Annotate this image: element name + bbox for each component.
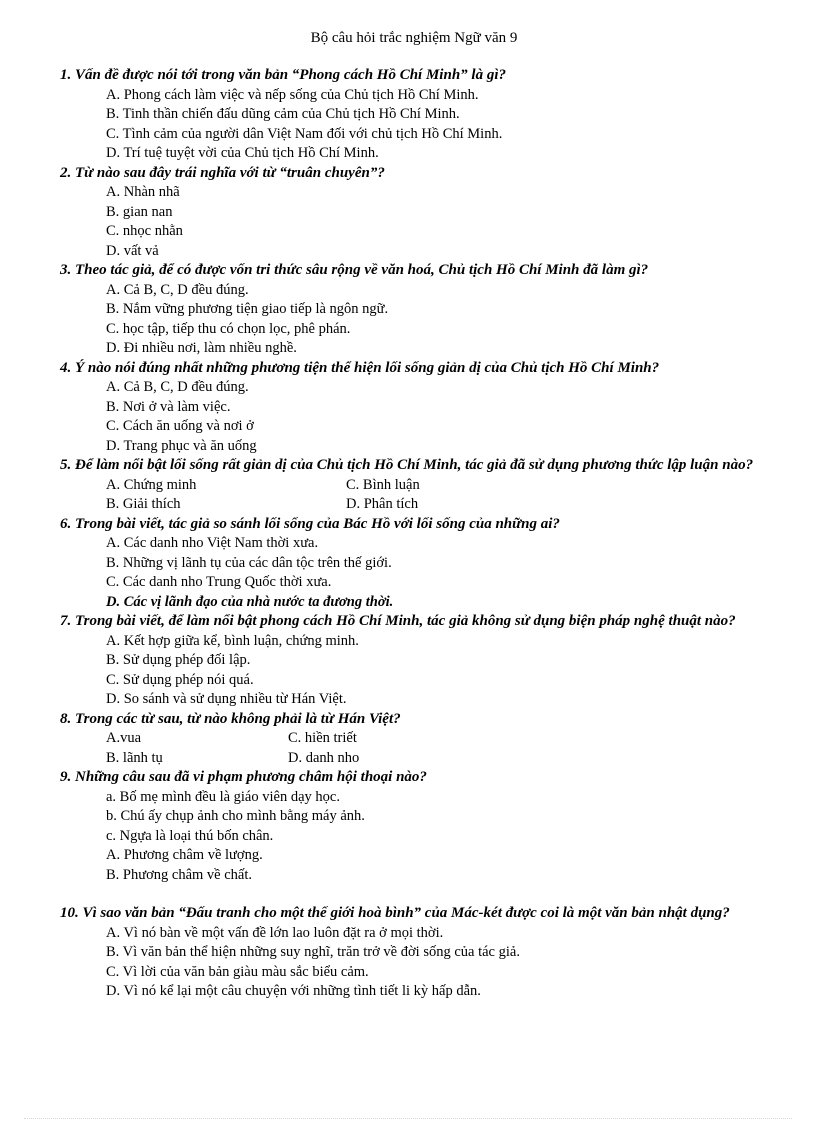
q4-option-a: A. Cả B, C, D đều đúng. <box>106 379 249 395</box>
q7-option-d: D. So sánh và sử dụng nhiều từ Hán Việt. <box>106 691 347 707</box>
q1-option-c: C. Tình cảm của người dân Việt Nam đối với chủ tịch Hồ Chí Minh. <box>106 125 503 142</box>
q9-sentence-b: b. Chú ấy chụp ảnh cho mình bằng máy ảnh. <box>106 808 365 824</box>
question-list <box>60 66 770 1002</box>
q2-option-d: D. vất vả <box>106 242 159 259</box>
q1-option-a: A. Phong cách làm việc và nếp sống của Chủ tịch Hồ Chí Minh. <box>106 86 479 103</box>
q4-option-b: B. Nơi ở và làm việc. <box>106 398 231 415</box>
q5-option-b: B. Giải thích <box>106 496 181 512</box>
q8-option-c: C. hiền triết <box>288 730 357 746</box>
q4-option-c: C. Cách ăn uống và nơi ở <box>106 418 254 434</box>
question-5: 5. Để làm nổi bật lối sống rất giản dị của Chủ tịch Hồ Chí Minh, tác giả đã sử dụng phương thức lập luận nào? <box>60 457 754 473</box>
q6-option-b: B. Những vị lãnh tụ của các dân tộc trên thế giới. <box>106 554 392 571</box>
question-2: 2. Từ nào sau đây trái nghĩa với từ “truân chuyên”? <box>60 164 385 181</box>
question-8: 8. Trong các từ sau, từ nào không phải là từ Hán Việt? <box>60 710 401 727</box>
spacer <box>60 885 770 904</box>
q9-sentence-c: c. Ngựa là loại thú bốn chân. <box>106 827 274 844</box>
page-bottom-divider <box>24 1118 792 1119</box>
q9-sentence-a: a. Bố mẹ mình đều là giáo viên dạy học. <box>106 788 340 805</box>
question-9: 9. Những câu sau đã vi phạm phương châm hội thoại nào? <box>60 769 427 785</box>
page-title: Bộ câu hỏi trắc nghiệm Ngữ văn 9 <box>310 30 518 46</box>
question-4: 4. Ý nào nói đúng nhất những phương tiện thể hiện lối sống giản dị của Chủ tịch Hồ Chí Minh? <box>60 359 660 376</box>
q9-option-b: B. Phương châm về chất. <box>106 866 252 883</box>
question-6: 6. Trong bài viết, tác giả so sánh lối sống của Bác Hồ với lối sống của những ai? <box>60 515 560 532</box>
q7-option-b: B. Sử dụng phép đối lập. <box>106 652 251 668</box>
q1-option-d: D. Trí tuệ tuyệt vời của Chủ tịch Hồ Chí Minh. <box>106 145 379 161</box>
q3-option-b: B. Nắm vững phương tiện giao tiếp là ngôn ngữ. <box>106 301 389 317</box>
q3-option-a: A. Cả B, C, D đều đúng. <box>106 281 249 298</box>
q3-option-c: C. học tập, tiếp thu có chọn lọc, phê phán. <box>106 320 351 337</box>
q2-option-c: C. nhọc nhằn <box>106 223 183 239</box>
q8-options-row-1 <box>60 729 770 749</box>
q8-option-b: B. lãnh tụ <box>106 749 163 766</box>
q4-option-d: D. Trang phục và ăn uống <box>106 437 257 454</box>
q6-option-c: C. Các danh nho Trung Quốc thời xưa. <box>106 574 332 590</box>
q10-option-c: C. Vì lời của văn bản giàu màu sắc biểu cảm. <box>106 963 369 980</box>
q6-option-d: D. Các vị lãnh đạo của nhà nước ta đương thời. <box>106 593 394 610</box>
q2-option-a: A. Nhàn nhã <box>106 184 180 200</box>
q10-option-b: B. Vì văn bản thể hiện những suy nghĩ, trăn trở về đời sống của tác giả. <box>106 944 520 960</box>
q5-options-row-1 <box>60 476 770 496</box>
q10-option-d: D. Vì nó kể lại một câu chuyện với những tình tiết li kỳ hấp dẫn. <box>106 983 481 999</box>
q5-option-c: C. Bình luận <box>346 476 420 493</box>
q7-option-c: C. Sử dụng phép nói quá. <box>106 671 254 688</box>
q8-option-d: D. danh nho <box>288 749 360 766</box>
q5-option-a: A. Chứng minh <box>106 476 197 493</box>
q5-options-row-2 <box>60 495 770 515</box>
q7-option-a: A. Kết hợp giữa kể, bình luận, chứng minh. <box>106 632 359 649</box>
q1-option-b: B. Tinh thần chiến đấu dũng cảm của Chủ tịch Hồ Chí Minh. <box>106 106 460 122</box>
q6-option-a: A. Các danh nho Việt Nam thời xưa. <box>106 535 319 551</box>
q10-option-a: A. Vì nó bàn về một vấn đề lớn lao luôn đặt ra ở mọi thời. <box>106 924 444 941</box>
q9-option-a: A. Phương châm về lượng. <box>106 847 263 863</box>
question-1: 1. Vấn đề được nói tới trong văn bản “Phong cách Hồ Chí Minh” là gì? <box>60 67 506 83</box>
q3-option-d: D. Đi nhiều nơi, làm nhiều nghề. <box>106 340 297 356</box>
question-3: 3. Theo tác giả, để có được vốn tri thức sâu rộng về văn hoá, Chủ tịch Hồ Chí Minh đã làm gì? <box>60 262 649 278</box>
q5-option-d: D. Phân tích <box>346 496 419 512</box>
q8-option-a: A.vua <box>106 730 142 746</box>
q2-option-b: B. gian nan <box>106 203 173 220</box>
q8-options-row-2 <box>60 749 770 769</box>
question-7: 7. Trong bài viết, để làm nổi bật phong cách Hồ Chí Minh, tác giả không sử dụng biện pháp nghệ thuật nào? <box>60 613 736 629</box>
question-10: 10. Vì sao văn bản “Đấu tranh cho một thế giới hoà bình” của Mác-két được coi là một văn bản nhật dụng? <box>60 905 730 921</box>
